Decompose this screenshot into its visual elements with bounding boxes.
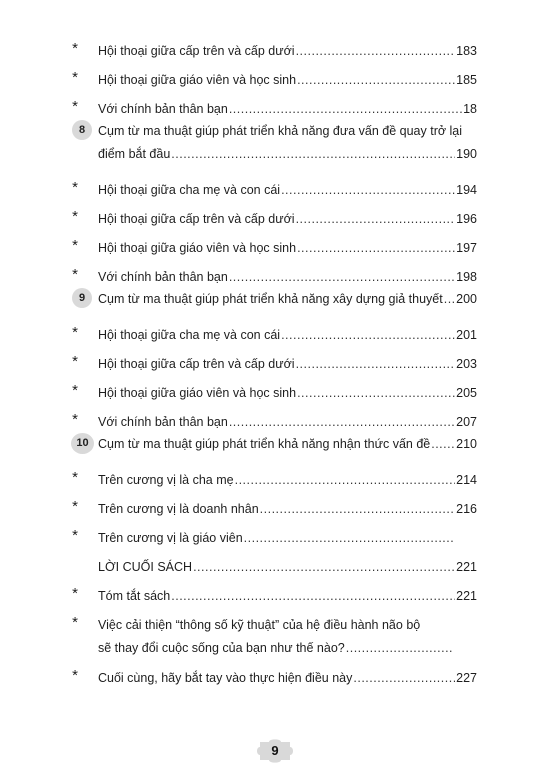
toc-entry-title-continued: sẽ thay đổi cuộc sống của bạn như thế nào? bbox=[98, 641, 345, 655]
toc-page-number: 196 bbox=[456, 212, 477, 226]
dot-leader bbox=[296, 43, 456, 59]
dot-leader bbox=[296, 211, 456, 227]
chapter-number-badge: 9 bbox=[72, 288, 92, 308]
toc-entry-title: Hội thoại giữa cấp trên và cấp dưới bbox=[98, 212, 295, 226]
bullet-asterisk: * bbox=[72, 667, 78, 684]
dot-leader bbox=[444, 291, 455, 307]
toc-line bbox=[98, 356, 477, 372]
page-number: 9 bbox=[271, 743, 279, 758]
bullet-asterisk: * bbox=[72, 498, 78, 515]
toc-line bbox=[98, 617, 477, 633]
toc-line bbox=[98, 472, 477, 488]
dot-leader bbox=[171, 146, 455, 162]
toc-entry-title: Cụm từ ma thuật giúp phát triển khả năng nhận thức vấn đề bbox=[98, 437, 431, 451]
dot-leader bbox=[235, 472, 456, 488]
dot-leader bbox=[229, 269, 455, 285]
toc-entry-title: Cụm từ ma thuật giúp phát triển khả năng xây dựng giả thuyết bbox=[98, 292, 443, 306]
bullet-asterisk: * bbox=[72, 324, 78, 341]
chapter-number-badge: 10 bbox=[71, 433, 94, 454]
toc-line bbox=[98, 670, 477, 686]
dot-leader bbox=[353, 670, 455, 686]
dot-leader bbox=[229, 101, 462, 117]
toc-page-number: 210 bbox=[456, 437, 477, 451]
toc-line bbox=[98, 530, 454, 546]
bullet-asterisk: * bbox=[72, 179, 78, 196]
toc-page-number: 183 bbox=[456, 44, 477, 58]
toc-page-number: 201 bbox=[456, 328, 477, 342]
dot-leader bbox=[260, 501, 455, 517]
toc-page-number: 198 bbox=[456, 270, 477, 284]
toc-page-number: 214 bbox=[456, 473, 477, 487]
toc-page-number: 190 bbox=[456, 147, 477, 161]
bullet-asterisk: * bbox=[72, 411, 78, 428]
toc-entry-title: Trên cương vị là cha mẹ bbox=[98, 473, 234, 487]
dot-leader bbox=[171, 588, 455, 604]
toc-line bbox=[98, 385, 477, 401]
toc-line bbox=[98, 291, 477, 307]
toc-entry-title: Trên cương vị là giáo viên bbox=[98, 531, 243, 545]
toc-entry-title: Trên cương vị là doanh nhân bbox=[98, 502, 259, 516]
dot-leader bbox=[193, 559, 455, 575]
bullet-asterisk: * bbox=[72, 208, 78, 225]
toc-line-continued bbox=[98, 640, 454, 656]
dot-leader bbox=[431, 436, 455, 452]
dot-leader bbox=[281, 327, 455, 343]
toc-entry-title: Hội thoại giữa cha mẹ và con cái bbox=[98, 328, 281, 342]
bullet-asterisk: * bbox=[72, 69, 78, 86]
toc-line bbox=[98, 72, 477, 88]
toc-entry-title: Hội thoại giữa giáo viên và học sinh bbox=[98, 241, 297, 255]
dot-leader bbox=[297, 385, 455, 401]
dot-leader bbox=[281, 182, 455, 198]
toc-page-number: 205 bbox=[456, 386, 477, 400]
toc-line bbox=[98, 43, 477, 59]
toc-line bbox=[98, 414, 477, 430]
bullet-asterisk: * bbox=[72, 469, 78, 486]
toc-entry-title: Với chính bản thân bạn bbox=[98, 102, 228, 116]
toc-line bbox=[98, 211, 477, 227]
toc-entry-title: Hội thoại giữa cha mẹ và con cái bbox=[98, 183, 281, 197]
toc-page-number: 200 bbox=[456, 292, 477, 306]
toc-page-number: 203 bbox=[456, 357, 477, 371]
toc-page-number: 221 bbox=[456, 560, 477, 574]
page-number-badge bbox=[252, 738, 298, 764]
bullet-asterisk: * bbox=[72, 382, 78, 399]
toc-entry-title: Hội thoại giữa giáo viên và học sinh bbox=[98, 73, 297, 87]
toc-line bbox=[98, 182, 477, 198]
toc-page-number: 221 bbox=[456, 589, 477, 603]
bullet-asterisk: * bbox=[72, 266, 78, 283]
toc-entry-title: Cụm từ ma thuật giúp phát triển khả năng đưa vấn đề quay trở lại bbox=[98, 124, 463, 138]
toc-page-number: 185 bbox=[456, 73, 477, 87]
dot-leader bbox=[297, 72, 455, 88]
toc-entry-title: Việc cải thiện “thông số kỹ thuật” của hệ điều hành não bộ bbox=[98, 618, 421, 632]
toc-line bbox=[98, 269, 477, 285]
bullet-asterisk: * bbox=[72, 98, 78, 115]
toc-line bbox=[98, 588, 477, 604]
toc-entry-title-continued: điểm bắt đầu bbox=[98, 147, 171, 161]
bullet-asterisk: * bbox=[72, 40, 78, 57]
toc-line bbox=[98, 436, 477, 452]
bullet-asterisk: * bbox=[72, 237, 78, 254]
bullet-asterisk: * bbox=[72, 527, 78, 544]
toc-page-number: 18 bbox=[463, 102, 477, 116]
bullet-asterisk: * bbox=[72, 614, 78, 631]
toc-entry-title: Tóm tắt sách bbox=[98, 589, 171, 603]
toc-page-number: 227 bbox=[456, 671, 477, 685]
toc-entry-title: Hội thoại giữa cấp trên và cấp dưới bbox=[98, 357, 295, 371]
dot-leader bbox=[244, 530, 453, 546]
dot-leader bbox=[297, 240, 455, 256]
toc-line bbox=[98, 501, 477, 517]
toc-page-number: 194 bbox=[456, 183, 477, 197]
dot-leader bbox=[296, 356, 456, 372]
bullet-asterisk: * bbox=[72, 353, 78, 370]
toc-line bbox=[98, 240, 477, 256]
toc-page-number: 216 bbox=[456, 502, 477, 516]
toc-page-number: 197 bbox=[456, 241, 477, 255]
toc-line bbox=[98, 327, 477, 343]
toc-entry-title: Với chính bản thân bạn bbox=[98, 415, 228, 429]
chapter-number-badge: 8 bbox=[72, 120, 92, 140]
toc-page-number: 207 bbox=[456, 415, 477, 429]
toc-entry-title: Hội thoại giữa cấp trên và cấp dưới bbox=[98, 44, 295, 58]
toc-line bbox=[98, 123, 477, 139]
toc-line bbox=[98, 559, 477, 575]
toc-line bbox=[98, 101, 477, 117]
toc-line-continued bbox=[98, 146, 477, 162]
toc-entry-title: LỜI CUỐI SÁCH bbox=[98, 560, 193, 574]
bullet-asterisk: * bbox=[72, 585, 78, 602]
dot-leader bbox=[229, 414, 455, 430]
dot-leader bbox=[346, 640, 453, 656]
toc-entry-title: Cuối cùng, hãy bắt tay vào thực hiện điều này bbox=[98, 671, 353, 685]
toc-entry-title: Hội thoại giữa giáo viên và học sinh bbox=[98, 386, 297, 400]
toc-entry-title: Với chính bản thân bạn bbox=[98, 270, 228, 284]
